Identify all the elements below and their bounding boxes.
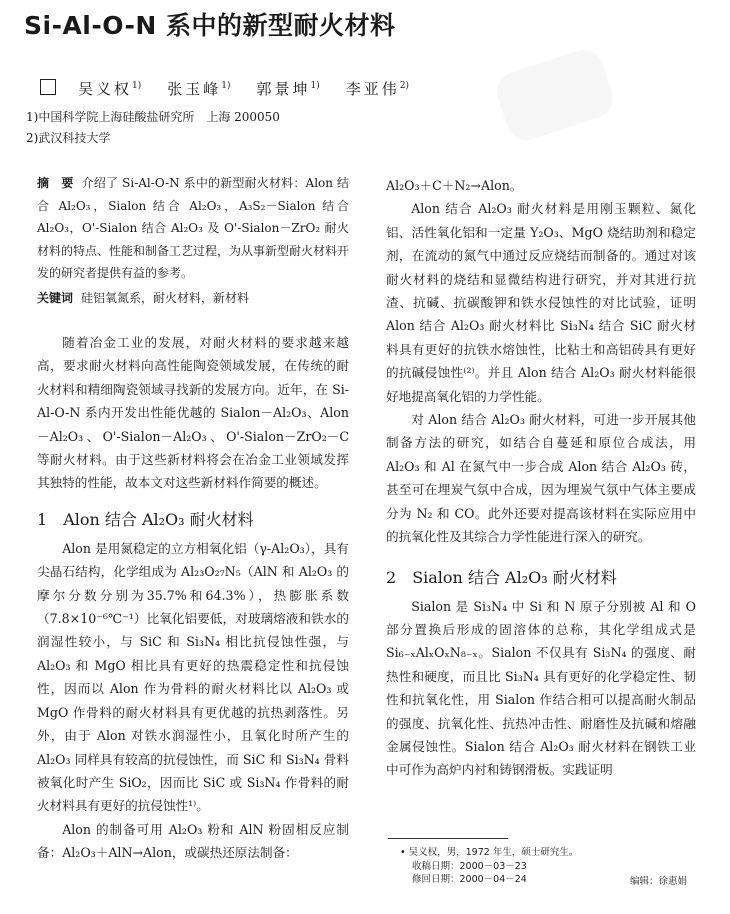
section-2-heading: 2 Sialon 结合 Al₂O₃ 耐火材料 bbox=[386, 567, 617, 587]
paper-title: Si-Al-O-N 系中的新型耐火材料 bbox=[24, 11, 396, 40]
intro-paragraph: 随着冶金工业的发展，对耐火材料的要求越来越高，要求耐火材料向高性能陶瓷领域发展，在传统的耐火材料和精细陶瓷领域寻找新的发展方向。近年，在 Si-Al-O-N 系内开发出性能优越的 Sialon－Al₂O₃、Alon－Al₂O₃、O'-Sialon－Al₂O₃、O'-Sialon－ZrO₂－C 等耐火材料。由于这些新材料将会在冶金工业领域发挥其独特的性能，故本文对这些新材料作简要的概述。 bbox=[37, 335, 349, 491]
left-column bbox=[37, 172, 349, 865]
author-3: 郭景坤$^{1)}$ bbox=[256, 80, 320, 98]
author-4: 李亚伟$^{2)}$ bbox=[345, 80, 410, 98]
affiliation-2: 2)武汉科技大学 bbox=[26, 131, 111, 145]
alon-paragraph: Alon 结合 Al₂O₃ 耐火材料是用刚玉颗粒、氮化铝、活性氧化铝和一定量 Y₂O₃、MgO 烧结助剂和稳定剂，在流动的氮气中通过反应烧结而制备的。通过对该耐火材料的烧结和显微结构进行研究，并对其进行抗渣、抗碱、抗碳酸钾和铁水侵蚀性的对比试验，证明 Alon 结合 Al₂O₃ 耐火材料比 Si₃N₄ 结合 SiC 耐火材料具有更好的抗铁水熔蚀性，比粘土和高铝砖具有更好的抗碱侵蚀性⁽²⁾。并且 Alon 结合 Al₂O₃ 耐火材料能很好地提高氧化铝的力学性能。 bbox=[386, 201, 696, 404]
abstract-label: 摘 要 bbox=[37, 176, 74, 190]
author-line bbox=[40, 78, 435, 99]
author-1: 吴义权$^{1)}$ bbox=[78, 80, 142, 98]
editor-credit: 编辑：徐惠娟 bbox=[630, 876, 688, 887]
footnote-author: • 吴义权，男，1972 年生，硕士研究生。 bbox=[400, 847, 579, 858]
footnote-received: 收稿日期：2000－03－23 bbox=[412, 860, 527, 872]
abstract bbox=[37, 172, 349, 309]
keywords-label: 关键词 bbox=[37, 290, 74, 305]
keywords-text: 硅铝氧氮系，耐火材料，新材料 bbox=[81, 290, 250, 305]
abstract-text: 介绍了 Si-Al-O-N 系中的新型耐火材料：Alon 结合 Al₂O₃，Sialon 结合 Al₂O₃，A₃S₂－Sialon 结合 Al₂O₃，O'-Sialon 结合 Al₂O₃ 及 O'-Sialon－ZrO₂ 耐火材料的特点、性能和制备工艺过程，为从事新型耐火材料开发的研究者提供有益的参考。 bbox=[37, 176, 350, 280]
footnote bbox=[400, 846, 578, 887]
footnote-rule bbox=[388, 838, 508, 839]
author-2: 张玉峰$^{1)}$ bbox=[167, 80, 231, 98]
watermark bbox=[492, 45, 618, 146]
alon-paragraph-2: 对 Alon 结合 Al₂O₃ 耐火材料，可进一步开展其他制备方法的研究，如结合自蔓延和原位合成法，用 Al₂O₃ 和 Al 在氮气中一步合成 Alon 结合 Al₂O₃ 砖，甚至可在埋炭气氛中合成，因为埋炭气氛中气体主要成分为 N₂ 和 CO。此外还要对提高该材料在实际应用中的抗氧化性及其综合力学性能进行深入的研究。 bbox=[386, 412, 696, 545]
affiliation-1: 1)中国科学院上海硅酸盐研究所 上海 200050 bbox=[26, 110, 280, 124]
footnote-revised: 修回日期：2000－04－24 bbox=[412, 874, 527, 885]
right-column bbox=[386, 174, 696, 782]
section-1-paragraph-1: Alon 是用氮稳定的立方相氧化铝（γ-Al₂O₃），具有尖晶石结构，化学组成为 Al₂₃O₂₇N₅（AlN 和 Al₂O₃ 的摩尔分数分别为35.7%和64.3%），热膨胀系数（7.8×10⁻⁶℃⁻¹）比氧化铝要低，对玻璃熔液和铁水的润湿性较小，与 SiC 和 Si₃N₄ 相比抗侵蚀性强，与 Al₂O₃ 和 MgO 相比具有更好的热震稳定性和抗侵蚀性，因而以 Alon 作为骨料的耐火材料比以 Al₂O₃ 或 MgO 作骨料的耐火材料具有更优越的抗热剥落性。另外，由于 Alon 对铁水润湿性小，且氧化时所产生的 Al₂O₃ 同样具有较高的抗侵蚀性，而 SiC 和 Si₃N₄ 骨料被氧化时产生 SiO₂，因而比 SiC 或 Si₃N₄ 作骨料的耐火材料具有更好的抗侵蚀性¹⁾。 bbox=[37, 540, 349, 814]
checkbox-icon bbox=[40, 79, 56, 95]
section-1-heading: 1 Alon 结合 Al₂O₃ 耐火材料 bbox=[37, 509, 254, 529]
equation-continued: Al₂O₃＋C＋N₂→Alon。 bbox=[386, 178, 523, 193]
section-2-paragraph: Sialon 是 Si₃N₄ 中 Si 和 N 原子分别被 Al 和 O 部分置换后形成的固溶体的总称，其化学组成式是 Si₆₋ₓAlₓOₓN₈₋ₓ。Sialon 不仅具有 Si₃N₄ 的强度、耐热性和硬度，而且比 Si₃N₄ 具有更好的化学稳定性、韧性和抗氧化性，用 Sialon 作结合相可以提高耐火制品的强度、抗氧化性、抗热冲击性、耐磨性及抗碱和熔融金属侵蚀性。Sialon 结合 Al₂O₃ 耐火材料在钢铁工业中可作为高炉内衬和铸钢滑板。实践证明 bbox=[386, 598, 696, 778]
section-1-paragraph-2: Alon 的制备可用 Al₂O₃ 粉和 AlN 粉固相反应制备：Al₂O₃＋AlN→Alon，或碳热还原法制备： bbox=[37, 821, 349, 861]
